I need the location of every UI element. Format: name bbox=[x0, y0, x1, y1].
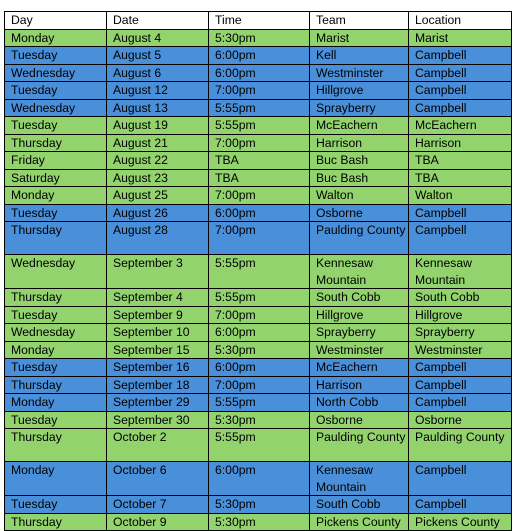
cell-day: Thursday bbox=[5, 376, 107, 394]
table-row bbox=[5, 99, 512, 117]
table-row bbox=[5, 513, 512, 531]
cell-date: September 16 bbox=[107, 359, 209, 377]
cell-time: 5:55pm bbox=[209, 99, 310, 117]
cell-date: August 6 bbox=[107, 64, 209, 82]
table-row bbox=[5, 411, 512, 429]
cell-day: Thursday bbox=[5, 429, 107, 462]
schedule-body bbox=[5, 29, 512, 531]
cell-day: Monday bbox=[5, 394, 107, 412]
cell-time: 6:00pm bbox=[209, 204, 310, 222]
table-row bbox=[5, 47, 512, 65]
cell-day: Tuesday bbox=[5, 204, 107, 222]
cell-team: Marist bbox=[310, 29, 409, 47]
cell-location: Pickens County bbox=[409, 513, 512, 531]
schedule-table bbox=[4, 11, 512, 531]
cell-time: 5:30pm bbox=[209, 341, 310, 359]
header-time: Time bbox=[209, 12, 310, 30]
cell-team: McEachern bbox=[310, 117, 409, 135]
cell-date: August 21 bbox=[107, 134, 209, 152]
cell-team: Westminster bbox=[310, 341, 409, 359]
table-row bbox=[5, 341, 512, 359]
cell-time: 6:00pm bbox=[209, 359, 310, 377]
cell-day: Wednesday bbox=[5, 324, 107, 342]
table-row bbox=[5, 134, 512, 152]
cell-team: Pickens County bbox=[310, 513, 409, 531]
cell-day: Thursday bbox=[5, 289, 107, 307]
cell-time: 5:30pm bbox=[209, 29, 310, 47]
table-row bbox=[5, 117, 512, 135]
table-row bbox=[5, 289, 512, 307]
cell-day: Tuesday bbox=[5, 411, 107, 429]
cell-team: Buc Bash bbox=[310, 169, 409, 187]
cell-day: Monday bbox=[5, 29, 107, 47]
cell-day: Monday bbox=[5, 187, 107, 205]
cell-time: 7:00pm bbox=[209, 134, 310, 152]
cell-time: TBA bbox=[209, 169, 310, 187]
cell-time: 5:30pm bbox=[209, 496, 310, 514]
cell-team: South Cobb bbox=[310, 496, 409, 514]
cell-time: 7:00pm bbox=[209, 222, 310, 255]
cell-team: Sprayberry bbox=[310, 324, 409, 342]
cell-team: Walton bbox=[310, 187, 409, 205]
cell-team: Paulding County bbox=[310, 429, 409, 462]
cell-date: September 9 bbox=[107, 306, 209, 324]
table-row bbox=[5, 29, 512, 47]
cell-location: Campbell bbox=[409, 462, 512, 496]
table-row bbox=[5, 376, 512, 394]
cell-team: Kennesaw Mountain bbox=[310, 462, 409, 496]
cell-day: Tuesday bbox=[5, 117, 107, 135]
cell-date: September 15 bbox=[107, 341, 209, 359]
table-row bbox=[5, 222, 512, 255]
header-location: Location bbox=[409, 12, 512, 30]
cell-team: Westminster bbox=[310, 64, 409, 82]
cell-location: Campbell bbox=[409, 64, 512, 82]
cell-date: August 5 bbox=[107, 47, 209, 65]
cell-date: August 28 bbox=[107, 222, 209, 255]
cell-date: September 3 bbox=[107, 255, 209, 289]
cell-location: Campbell bbox=[409, 99, 512, 117]
cell-date: October 2 bbox=[107, 429, 209, 462]
cell-team: North Cobb bbox=[310, 394, 409, 412]
cell-date: October 6 bbox=[107, 462, 209, 496]
cell-team: Osborne bbox=[310, 204, 409, 222]
cell-date: August 26 bbox=[107, 204, 209, 222]
table-row bbox=[5, 306, 512, 324]
cell-team: McEachern bbox=[310, 359, 409, 377]
header-day: Day bbox=[5, 12, 107, 30]
cell-location: Campbell bbox=[409, 376, 512, 394]
header-team: Team bbox=[310, 12, 409, 30]
cell-date: August 4 bbox=[107, 29, 209, 47]
cell-location: Harrison bbox=[409, 134, 512, 152]
table-row bbox=[5, 324, 512, 342]
cell-date: October 9 bbox=[107, 513, 209, 531]
cell-team: Harrison bbox=[310, 376, 409, 394]
cell-date: September 4 bbox=[107, 289, 209, 307]
cell-team: Buc Bash bbox=[310, 152, 409, 170]
cell-location: TBA bbox=[409, 169, 512, 187]
cell-day: Tuesday bbox=[5, 82, 107, 100]
cell-location: Campbell bbox=[409, 47, 512, 65]
cell-team: Kell bbox=[310, 47, 409, 65]
cell-time: 7:00pm bbox=[209, 82, 310, 100]
cell-team: Hillgrove bbox=[310, 82, 409, 100]
cell-date: September 18 bbox=[107, 376, 209, 394]
cell-time: 6:00pm bbox=[209, 47, 310, 65]
cell-location: Campbell bbox=[409, 394, 512, 412]
cell-time: 6:00pm bbox=[209, 462, 310, 496]
cell-time: 6:00pm bbox=[209, 64, 310, 82]
cell-team: Hillgrove bbox=[310, 306, 409, 324]
cell-day: Tuesday bbox=[5, 47, 107, 65]
table-row bbox=[5, 255, 512, 289]
cell-time: 5:55pm bbox=[209, 255, 310, 289]
cell-location: Marist bbox=[409, 29, 512, 47]
cell-team: Harrison bbox=[310, 134, 409, 152]
cell-time: 5:30pm bbox=[209, 411, 310, 429]
cell-day: Tuesday bbox=[5, 496, 107, 514]
cell-day: Tuesday bbox=[5, 359, 107, 377]
cell-day: Wednesday bbox=[5, 255, 107, 289]
cell-team: South Cobb bbox=[310, 289, 409, 307]
cell-location: Walton bbox=[409, 187, 512, 205]
cell-date: September 30 bbox=[107, 411, 209, 429]
cell-location: Campbell bbox=[409, 222, 512, 255]
cell-date: August 19 bbox=[107, 117, 209, 135]
cell-date: October 7 bbox=[107, 496, 209, 514]
header-row bbox=[5, 12, 512, 30]
cell-time: 5:55pm bbox=[209, 289, 310, 307]
table-row bbox=[5, 496, 512, 514]
cell-location: Campbell bbox=[409, 204, 512, 222]
cell-time: 7:00pm bbox=[209, 187, 310, 205]
table-row bbox=[5, 169, 512, 187]
table-row bbox=[5, 429, 512, 462]
cell-team: Kennesaw Mountain bbox=[310, 255, 409, 289]
cell-location: Campbell bbox=[409, 496, 512, 514]
cell-team: Paulding County bbox=[310, 222, 409, 255]
table-row bbox=[5, 462, 512, 496]
cell-day: Thursday bbox=[5, 134, 107, 152]
cell-time: 7:00pm bbox=[209, 306, 310, 324]
table-row bbox=[5, 359, 512, 377]
cell-date: August 22 bbox=[107, 152, 209, 170]
cell-day: Tuesday bbox=[5, 306, 107, 324]
cell-team: Sprayberry bbox=[310, 99, 409, 117]
cell-team: Osborne bbox=[310, 411, 409, 429]
cell-location: Campbell bbox=[409, 359, 512, 377]
cell-date: August 12 bbox=[107, 82, 209, 100]
cell-location: TBA bbox=[409, 152, 512, 170]
cell-date: August 13 bbox=[107, 99, 209, 117]
cell-location: Paulding County bbox=[409, 429, 512, 462]
cell-day: Saturday bbox=[5, 169, 107, 187]
cell-day: Friday bbox=[5, 152, 107, 170]
cell-location: Campbell bbox=[409, 82, 512, 100]
cell-day: Monday bbox=[5, 462, 107, 496]
cell-day: Thursday bbox=[5, 513, 107, 531]
cell-time: 6:00pm bbox=[209, 324, 310, 342]
header-date: Date bbox=[107, 12, 209, 30]
cell-location: Sprayberry bbox=[409, 324, 512, 342]
cell-date: August 25 bbox=[107, 187, 209, 205]
cell-location: Osborne bbox=[409, 411, 512, 429]
cell-time: 5:55pm bbox=[209, 429, 310, 462]
cell-time: 5:55pm bbox=[209, 394, 310, 412]
cell-day: Thursday bbox=[5, 222, 107, 255]
table-row bbox=[5, 64, 512, 82]
cell-date: September 10 bbox=[107, 324, 209, 342]
table-row bbox=[5, 187, 512, 205]
cell-time: 5:55pm bbox=[209, 117, 310, 135]
cell-location: Kennesaw Mountain bbox=[409, 255, 512, 289]
cell-location: South Cobb bbox=[409, 289, 512, 307]
cell-location: Hillgrove bbox=[409, 306, 512, 324]
cell-day: Wednesday bbox=[5, 99, 107, 117]
table-row bbox=[5, 204, 512, 222]
cell-location: Westminster bbox=[409, 341, 512, 359]
cell-day: Wednesday bbox=[5, 64, 107, 82]
cell-time: 7:00pm bbox=[209, 376, 310, 394]
cell-location: McEachern bbox=[409, 117, 512, 135]
cell-day: Monday bbox=[5, 341, 107, 359]
cell-time: 5:30pm bbox=[209, 513, 310, 531]
cell-time: TBA bbox=[209, 152, 310, 170]
table-row bbox=[5, 394, 512, 412]
cell-date: August 23 bbox=[107, 169, 209, 187]
table-row bbox=[5, 82, 512, 100]
cell-date: September 29 bbox=[107, 394, 209, 412]
table-row bbox=[5, 152, 512, 170]
